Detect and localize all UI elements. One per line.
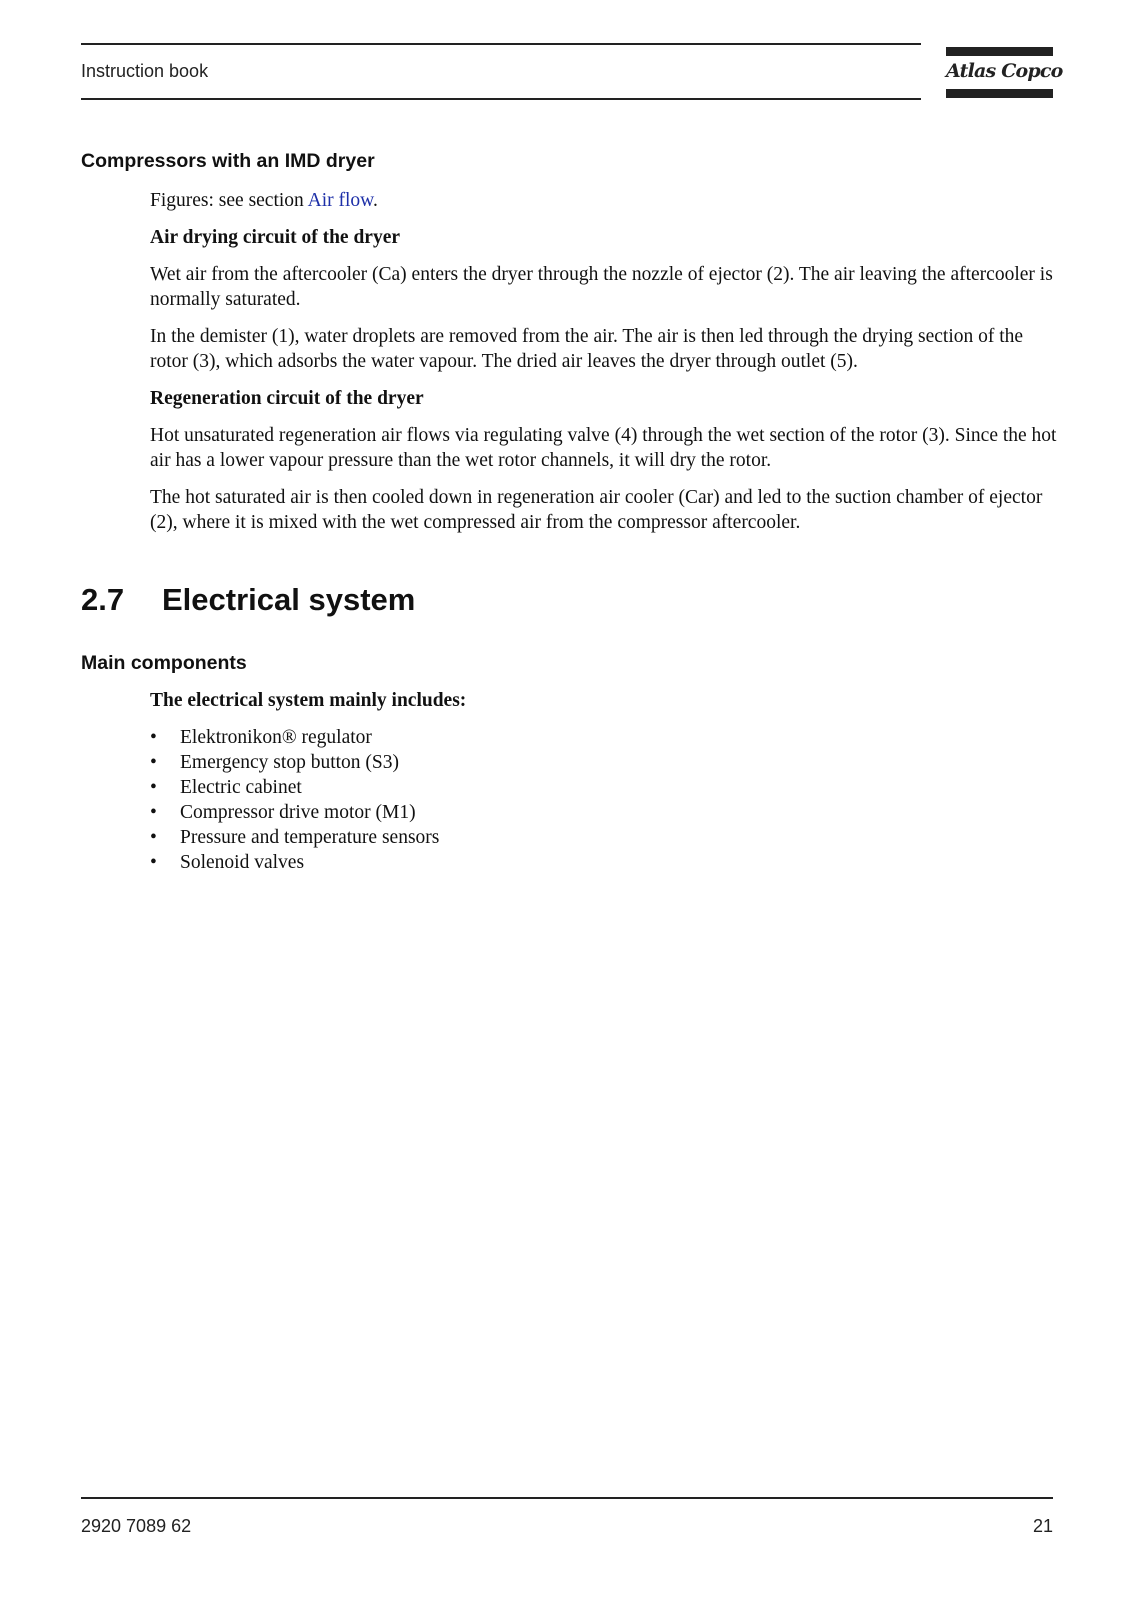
list-item	[150, 750, 439, 775]
list-item-text: Elektronikon® regulator	[180, 727, 372, 748]
section-title: Electrical system	[162, 582, 416, 617]
components-intro: The electrical system mainly includes:	[150, 690, 467, 711]
section-number: 2.7	[81, 582, 125, 617]
air-drying-paragraph-2: In the demister (1), water droplets are removed from the air. The air is then led through the drying section of the rotor (3), which adsorbs the water vapour. The dried air leaves the dryer through outlet (5).	[150, 326, 1024, 372]
atlas-copco-logo	[946, 47, 1063, 100]
list-item	[150, 725, 439, 750]
list-item	[150, 775, 439, 800]
header-rule-bottom	[81, 98, 921, 100]
imd-section-heading: Compressors with an IMD dryer	[81, 150, 375, 172]
list-item-text: Solenoid valves	[180, 852, 305, 873]
bullet-icon: •	[150, 827, 157, 848]
bullet-icon: •	[150, 727, 157, 748]
main-components-heading: Main components	[81, 652, 247, 674]
list-item-text: Electric cabinet	[180, 777, 302, 798]
components-list	[150, 725, 439, 875]
bullet-icon: •	[150, 852, 157, 873]
list-item-text: Emergency stop button (S3)	[180, 752, 399, 773]
list-item-text: Compressor drive motor (M1)	[180, 802, 416, 823]
list-item-text: Pressure and temperature sensors	[180, 827, 440, 848]
regeneration-heading: Regeneration circuit of the dryer	[150, 388, 424, 409]
figures-reference	[150, 188, 1060, 213]
list-item	[150, 825, 439, 850]
regeneration-paragraph-1: Hot unsaturated regeneration air flows via regulating valve (4) through the wet section of the rotor (3). Since the hot air has a lower vapour pressure than the wet rotor channels, it will dry the rotor.	[150, 425, 1057, 471]
header-rule-top	[81, 43, 921, 45]
logo-bar-bottom	[946, 89, 1053, 98]
footer-rule	[81, 1497, 1053, 1499]
document-number: 2920 7089 62	[81, 1516, 192, 1536]
list-item	[150, 850, 439, 875]
bullet-icon: •	[150, 802, 157, 823]
logo-bar-top	[946, 47, 1053, 56]
figures-suffix: .	[372, 190, 378, 211]
air-flow-link[interactable]: Air flow	[307, 190, 373, 211]
logo-wordmark: Atlas Copco	[946, 60, 1063, 82]
header-title: Instruction book	[81, 61, 209, 81]
bullet-icon: •	[150, 777, 157, 798]
air-drying-heading: Air drying circuit of the dryer	[150, 227, 401, 248]
bullet-icon: •	[150, 752, 157, 773]
regeneration-paragraph-2: The hot saturated air is then cooled down in regeneration air cooler (Car) and led to the suction chamber of ejector (2), where it is mixed with the wet compressed air from the compressor aftercooler.	[150, 487, 1043, 533]
page-number: 21	[1032, 1516, 1053, 1536]
figures-prefix: Figures: see section	[150, 190, 308, 211]
list-item	[150, 800, 439, 825]
air-drying-paragraph-1: Wet air from the aftercooler (Ca) enters the dryer through the nozzle of ejector (2). The air leaving the aftercooler is normally saturated.	[150, 264, 1053, 310]
